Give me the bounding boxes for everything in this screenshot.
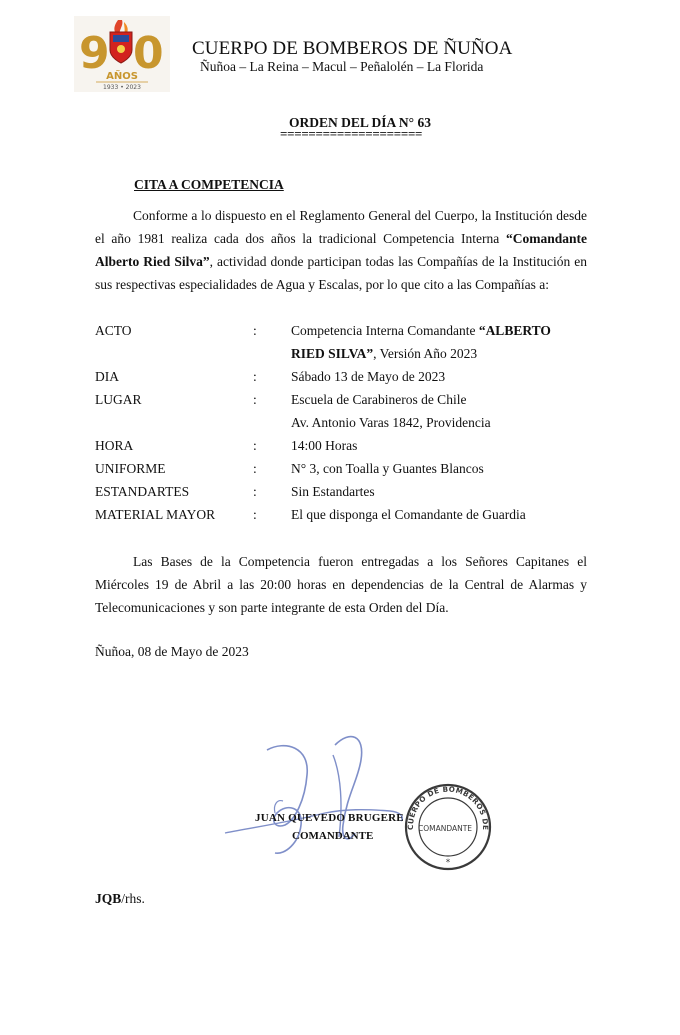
detail-colon: : xyxy=(253,507,257,522)
detail-value: El que disponga el Comandante de Guardia xyxy=(291,507,526,522)
signer-role: COMANDANTE xyxy=(292,830,374,842)
initials-rest: /rhs. xyxy=(121,891,145,906)
detail-label: HORA xyxy=(95,438,134,453)
detail-colon: : xyxy=(253,369,257,384)
order-title-rule: ==================== xyxy=(280,126,423,141)
detail-value xyxy=(291,388,587,434)
signer-name: JUAN QUEVEDO BRUGERE xyxy=(255,812,404,824)
detail-row-hora xyxy=(95,434,587,457)
detail-value-line: Escuela de Carabineros de Chile xyxy=(291,392,467,407)
detail-value: N° 3, con Toalla y Guantes Blancos xyxy=(291,461,484,476)
detail-label: LUGAR xyxy=(95,392,142,407)
detail-value: Sin Estandartes xyxy=(291,484,375,499)
intro-paragraph xyxy=(95,204,587,296)
date-line: Ñuñoa, 08 de Mayo de 2023 xyxy=(95,644,249,659)
detail-colon: : xyxy=(253,323,257,338)
detail-label: ACTO xyxy=(95,323,132,338)
detail-colon: : xyxy=(253,438,257,453)
logo-digit-zero: 0 xyxy=(133,28,164,79)
stamp-star: * xyxy=(445,858,451,868)
organization-communes: Ñuñoa – La Reina – Macul – Peñalolén – La Florida xyxy=(200,59,484,74)
initials-bold: JQB xyxy=(95,891,122,906)
stamp-icon xyxy=(215,725,490,869)
detail-colon: : xyxy=(253,392,257,407)
stamp-circle-text: CUERPO DE BOMBEROS DE xyxy=(405,784,491,831)
details-table xyxy=(95,319,587,526)
logo-90-anos xyxy=(74,16,170,92)
detail-row-lugar xyxy=(95,388,587,434)
logo-anos-label: AÑOS xyxy=(106,71,138,82)
bases-paragraph: Las Bases de la Competencia fueron entregadas a los Señores Capitanes el Miércoles 19 de Abril a las 20:00 horas en dependencias de la Central de Alarmas y Telecomunicaciones y son parte integrante de esta Orden del Día. xyxy=(95,554,587,615)
detail-row-uniforme xyxy=(95,457,587,480)
detail-row-material-mayor xyxy=(95,503,587,526)
detail-value: 14:00 Horas xyxy=(291,438,358,453)
detail-value xyxy=(291,319,587,365)
detail-label: MATERIAL MAYOR xyxy=(95,507,216,522)
logo-years-range: 1933 • 2023 xyxy=(103,84,141,91)
detail-row-acto xyxy=(95,319,587,365)
detail-row-dia xyxy=(95,365,587,388)
signature-block xyxy=(215,725,505,890)
intro-text-b: , actividad donde participan todas las Compañías de la Institución en sus respectivas especialidades de Agua y Escalas, por lo que cito a las Compañías a: xyxy=(95,254,587,292)
detail-label: UNIFORME xyxy=(95,461,166,476)
detail-value-bold: “ALBERTO RIED SILVA” xyxy=(291,323,551,361)
detail-label: DIA xyxy=(95,369,119,384)
section-title: CITA A COMPETENCIA xyxy=(134,177,284,192)
detail-value-line: Av. Antonio Varas 1842, Providencia xyxy=(291,415,491,430)
detail-value: Sábado 13 de Mayo de 2023 xyxy=(291,369,446,384)
detail-value-text: , Versión Año 2023 xyxy=(373,346,478,361)
detail-label: ESTANDARTES xyxy=(95,484,190,499)
signature-graphic xyxy=(215,725,505,890)
organization-name: CUERPO DE BOMBEROS DE ÑUÑOA xyxy=(192,38,513,59)
logo-digit-nine: 9 xyxy=(79,28,110,79)
intro-text-bold: “Comandante Alberto Ried Silva” xyxy=(95,231,587,269)
stamp-center-text: COMANDANTE xyxy=(417,824,473,833)
logo-graphic xyxy=(74,16,170,92)
detail-colon: : xyxy=(253,484,257,499)
intro-text-a: Conforme a lo dispuesto en el Reglamento General del Cuerpo, la Institución desde el año 1981 realiza cada dos años la tradicional Competencia Interna xyxy=(95,208,587,246)
detail-colon: : xyxy=(253,461,257,476)
order-title: ORDEN DEL DÍA N° 63 xyxy=(289,115,431,130)
detail-value-text: Competencia Interna Comandante xyxy=(291,323,479,338)
detail-row-estandartes xyxy=(95,480,587,503)
reference-initials xyxy=(95,891,145,907)
